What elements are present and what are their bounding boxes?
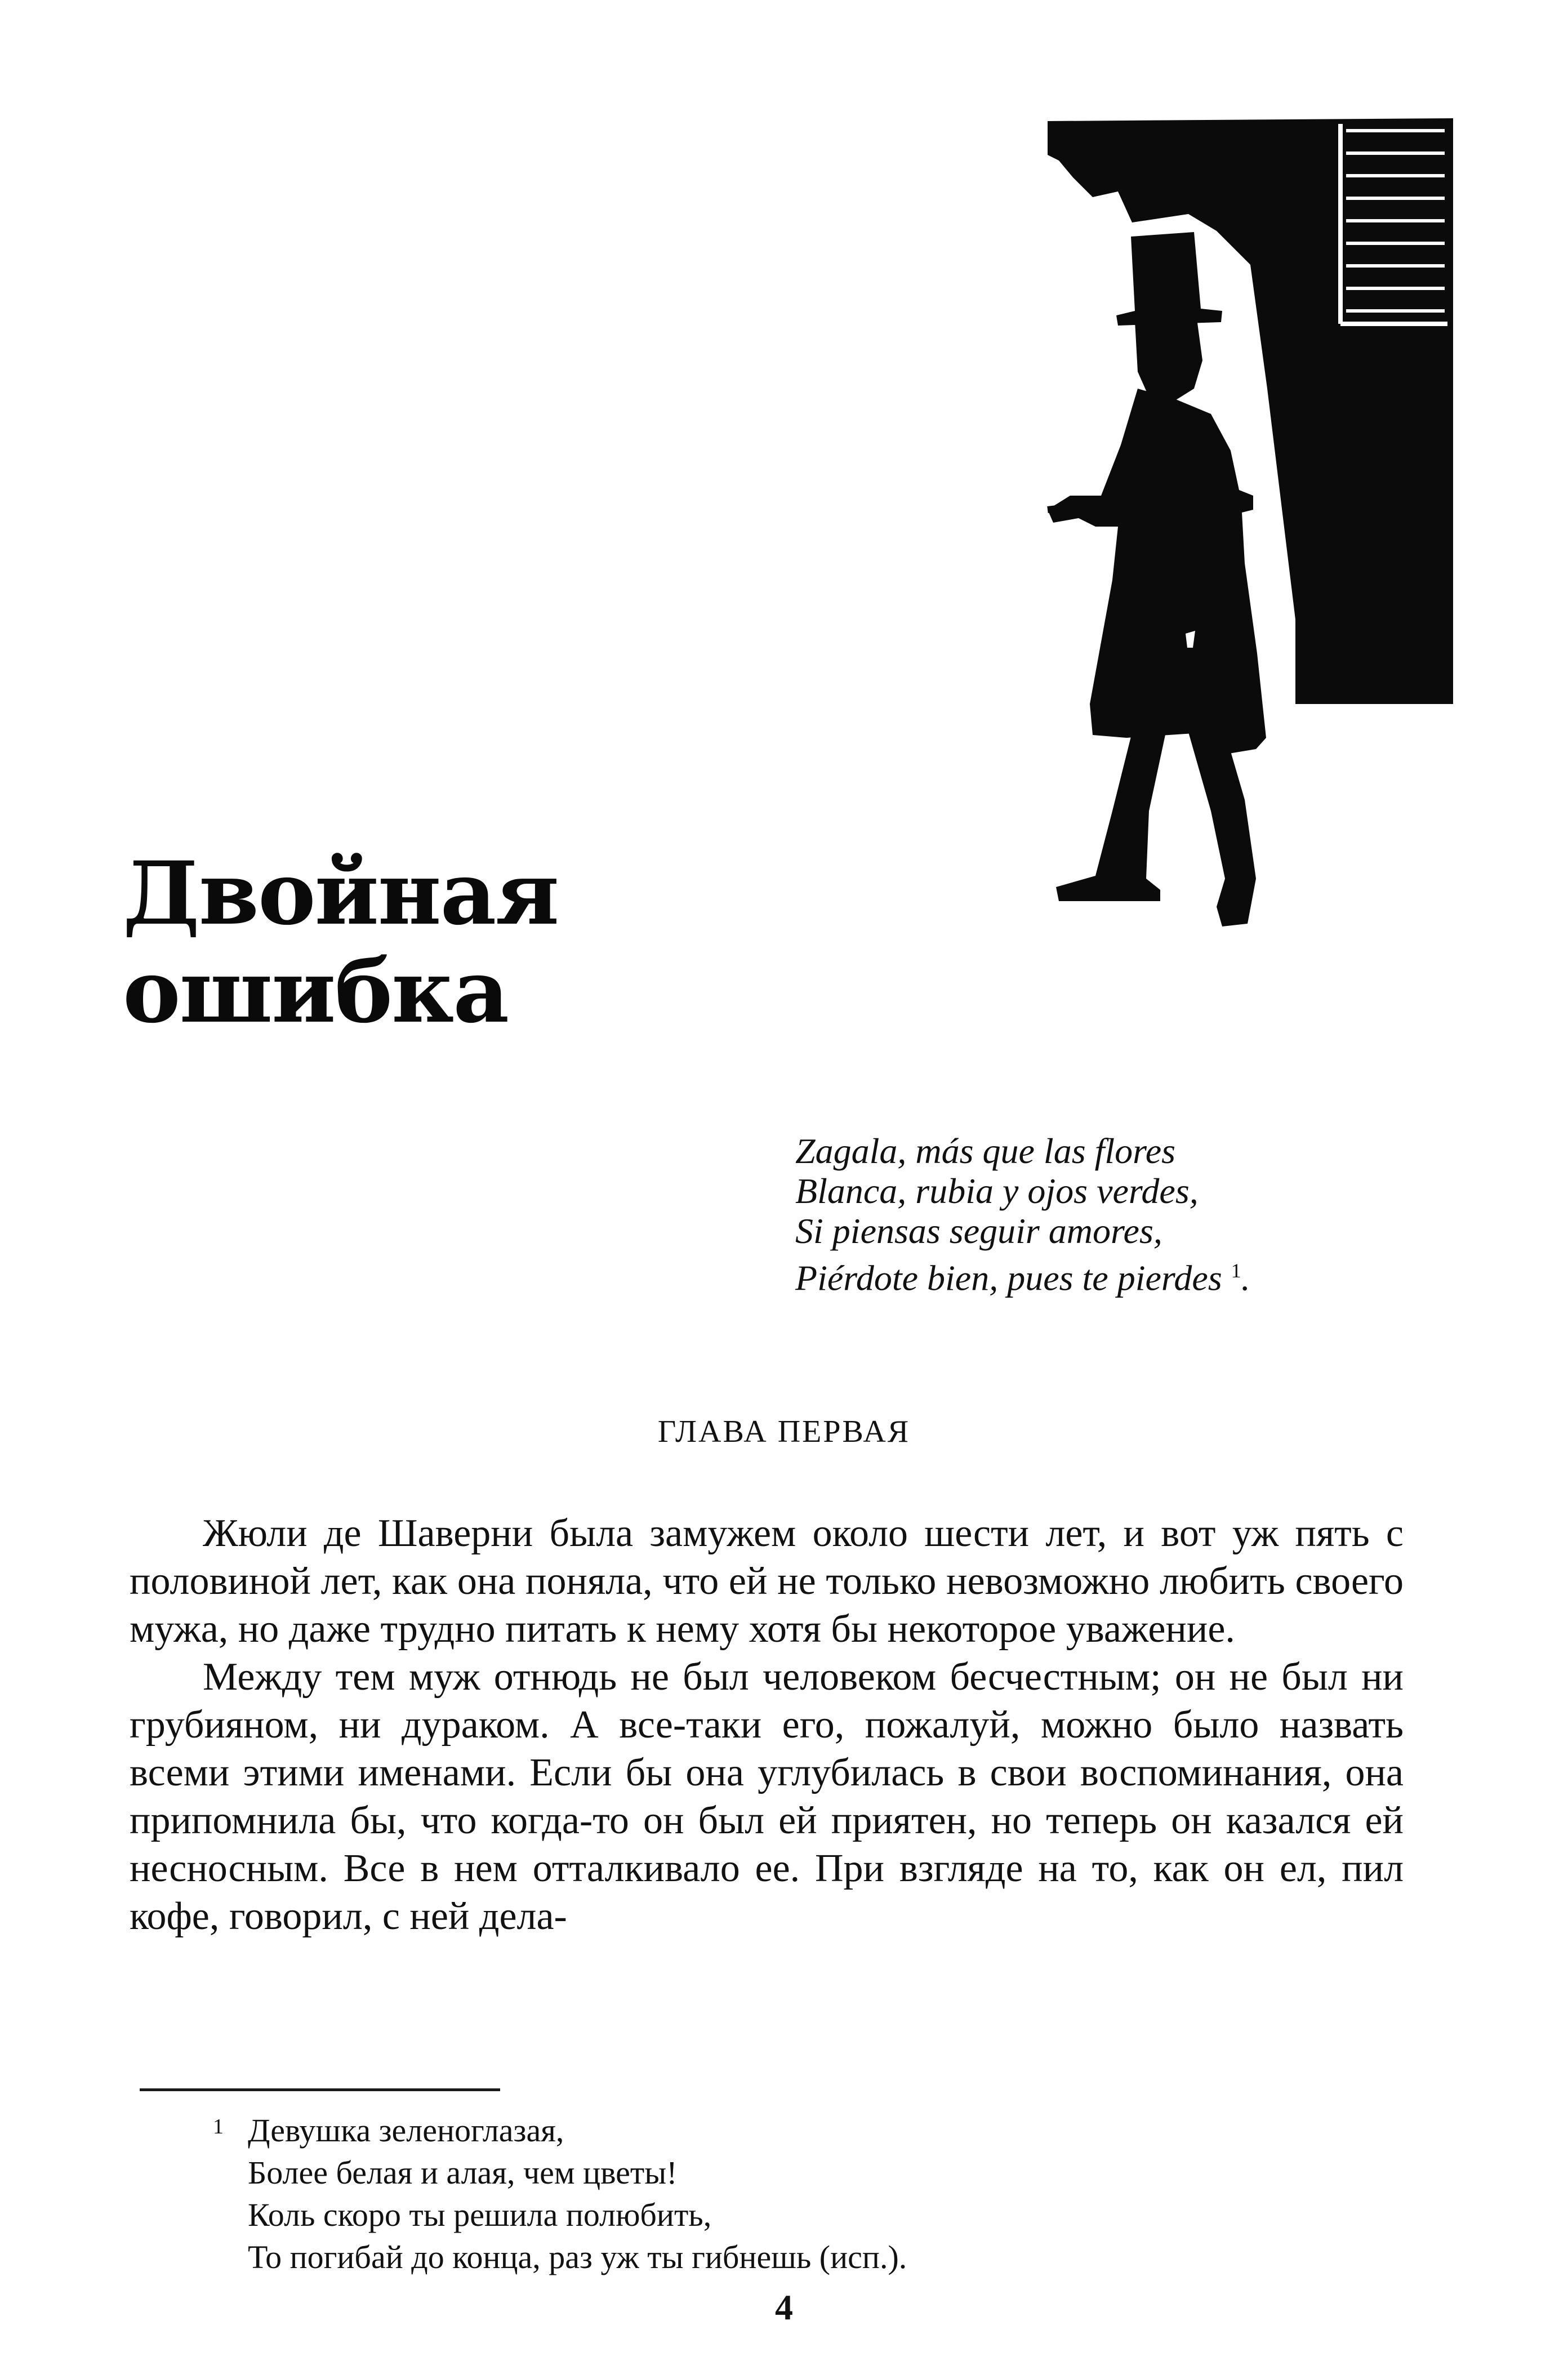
epigraph-line: Si piensas seguir amores,: [795, 1211, 1162, 1251]
epigraph: [795, 1131, 1415, 1298]
silhouette-man-in-top-hat-icon: [1025, 113, 1464, 929]
footnote-divider: [140, 2088, 500, 2091]
footnote-line: Коль скоро ты решила полюбить,: [248, 2197, 712, 2233]
epigraph-line: Blanca, rubia y ojos verdes,: [795, 1171, 1199, 1211]
epigraph-line: Zagala, más que las flores: [795, 1131, 1175, 1171]
paragraph: Жюли де Шаверни была замужем около шести лет, и вот уж пять с половиной лет, как она поняла, что ей не только невозможно любить своего мужа, но даже трудно питать к нему хотя бы некоторое уважение.: [130, 1512, 1404, 1651]
paragraph: Между тем муж отнюдь не был человеком бесчестным; он не был ни грубияном, ни дураком. А все-таки его, пожалуй, можно было назвать всеми этими именами. Если бы она углубилась в свои воспоминания, она припомнила бы, что когда-то он был ей приятен, но теперь он казался ей несносным. Все в нем отталкивало ее. При взгляде на то, как он ел, пил кофе, говорил, с ней дела-: [130, 1655, 1404, 1938]
title-line-1: Двойная: [123, 843, 559, 945]
legs-shape: [1056, 732, 1166, 901]
footnote-line: Девушка зеленоглазая,: [248, 2112, 564, 2149]
chapter-heading: ГЛАВА ПЕРВАЯ: [657, 1414, 911, 1449]
footnote-marker: 1: [213, 2115, 224, 2139]
footnote-line: То погибай до конца, раз уж ты гибнешь (исп.).: [248, 2239, 907, 2275]
head-shape: [1135, 319, 1202, 403]
footnote-line: Более белая и алая, чем цветы!: [248, 2154, 678, 2191]
footnote: [214, 2109, 1369, 2278]
epigraph-line: Piérdote bien, pues te pierdes $^1$.: [795, 1258, 1250, 1298]
body-text: [130, 1509, 1404, 1940]
coat-shape: [1048, 389, 1266, 755]
footnote-reference: 1: [1231, 1259, 1241, 1282]
title-line-2: ошибка: [123, 941, 509, 1043]
epigraph-line-text: Piérdote bien, pues te pierdes: [795, 1258, 1222, 1298]
page-title: [123, 845, 630, 1041]
page-number: 4: [775, 2287, 793, 2327]
top-hat-shape: [1116, 232, 1222, 326]
